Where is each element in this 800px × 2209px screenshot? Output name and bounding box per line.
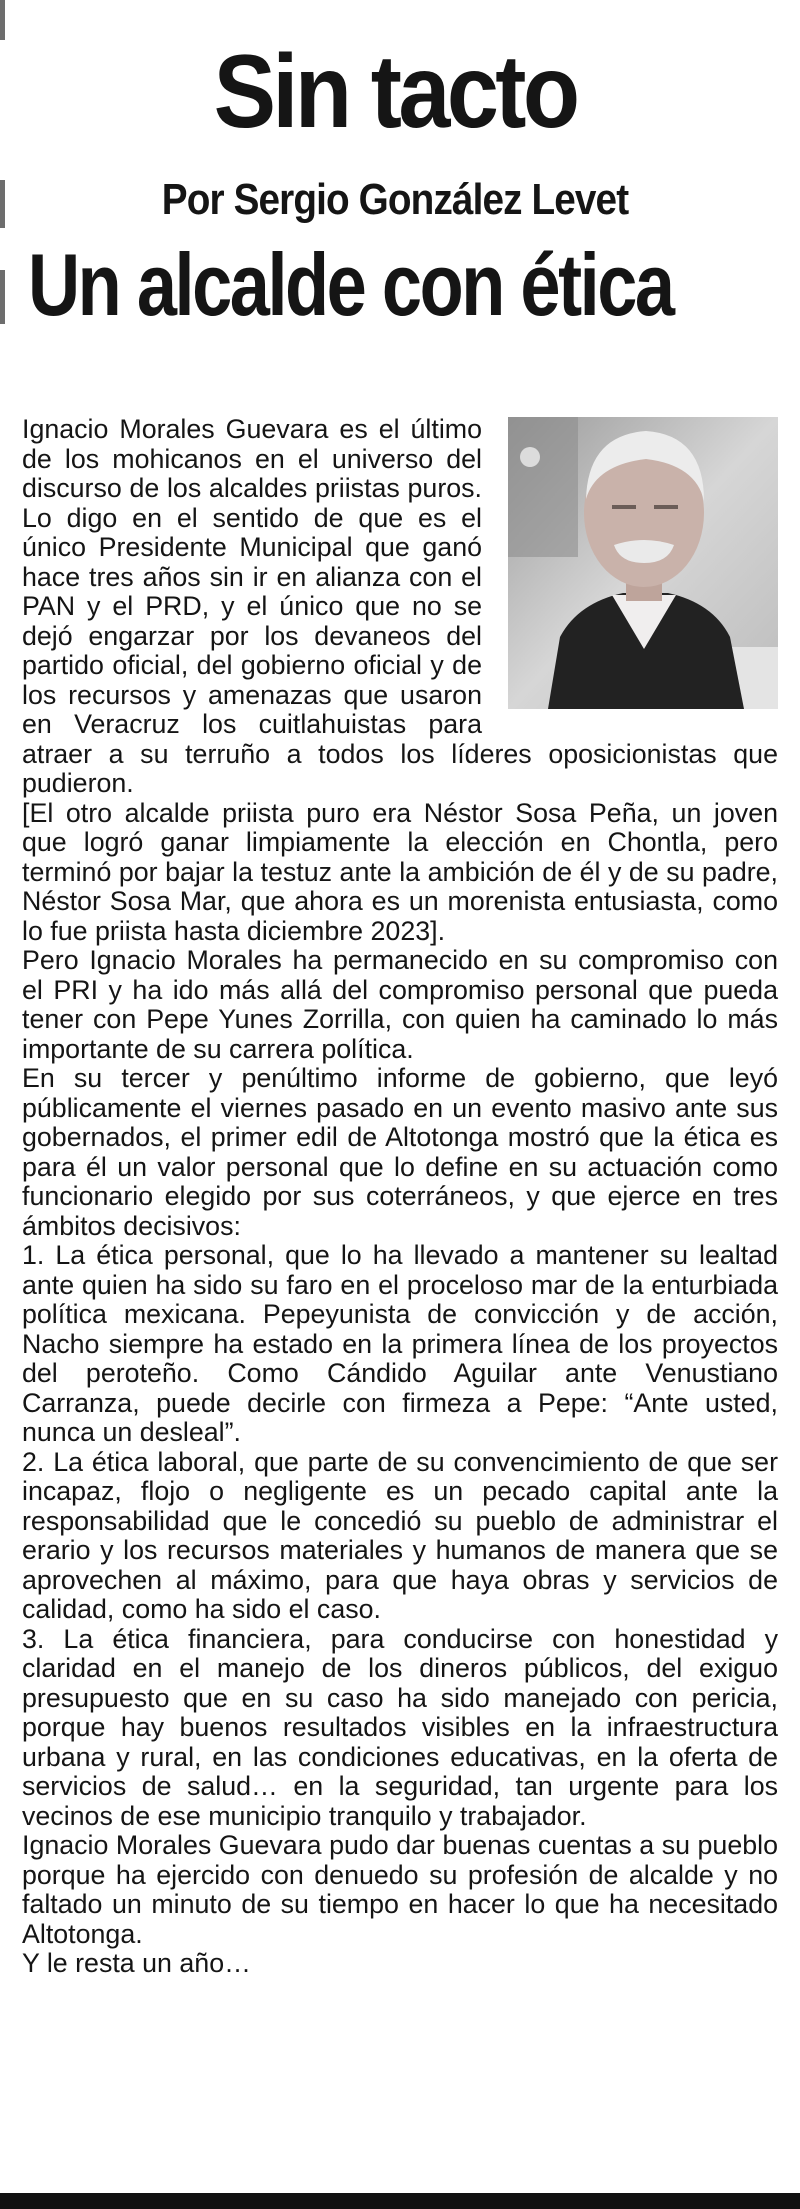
left-edge-mark (0, 0, 5, 40)
article-paragraph: Pero Ignacio Morales ha permanecido en su compromiso con el PRI y ha ido más allá del compromiso personal que pueda tener con Pepe Yunes Zorrilla, con quien ha caminado lo más importante de su carrera política. (22, 945, 778, 1064)
article-paragraph: 1. La ética personal, que lo ha llevado a mantener su lealtad ante quien ha sido su faro en el proceloso mar de la enturbiada política mexicana. Pepeyunista de convicción y de acción, Nacho siempre ha estado en la primera línea de los proyectos del peroteño. Como Cándido Aguilar ante Venustiano Carranza, puede decirle con firmeza a Pepe: “Ante usted, nunca un desleal”. (22, 1240, 778, 1447)
article-closing-line: Y le resta un año… (22, 1948, 251, 1978)
bottom-rule (0, 2193, 800, 2209)
left-edge-mark (0, 180, 5, 228)
article-paragraph: Ignacio Morales Guevara pudo dar buenas cuentas a su pueblo porque ha ejercido con denuedo su profesión de alcalde y no faltado un minuto de su tiempo en hacer lo que ha necesitado Altotonga. (22, 1830, 778, 1949)
article-paragraph: 3. La ética financiera, para conducirse con honestidad y claridad en el manejo de los dineros públicos, del exiguo presupuesto que en su caso ha sido manejado con pericia, porque hay buenos resultados visibles en la infraestructura urbana y rural, en las condiciones educativas, en la oferta de servicios de salud… en la seguridad, tan urgente para los vecinos de ese municipio tranquilo y trabajador. (22, 1623, 778, 1831)
left-edge-mark (0, 270, 5, 324)
author-byline: Por Sergio González Levet (161, 175, 629, 224)
article-paragraph: 2. La ética laboral, que parte de su convencimiento de que ser incapaz, flojo o negligente es un pecado capital ante la responsabilidad que le concedió su pueblo de administrar el erario y los recursos materiales y humanos de manera que se aprovechen al máximo, para que haya obras y servicios de calidad, como ha sido el caso. (22, 1446, 778, 1624)
author-photo (508, 417, 778, 709)
article-paragraph: En su tercer y penúltimo informe de gobierno, que leyó públicamente el viernes pasado en un evento masivo ante sus gobernados, el primer edil de Altotonga mostró que la ética es para él un valor personal que lo define en su actuación como funcionario elegido por sus coterráneos, y que ejerce en tres ámbitos decisivos: (22, 1063, 778, 1241)
column-title: Sin tacto (213, 34, 577, 150)
article-paragraph: [El otro alcalde priista puro era Néstor Sosa Peña, un joven que logró ganar limpiamente la elección en Chontla, pero terminó por bajar la testuz ante la ambición de él y de su padre, Néstor Sosa Mar, que ahora es un morenista entusiasta, como lo fue priista hasta diciembre 2023]. (22, 797, 778, 946)
article-body (22, 415, 778, 1979)
article-paragraph: Ignacio Morales Guevara es el último de los mohicanos en el universo del discurso de los alcaldes priistas puros. Lo digo en el sentido de que es el único Presidente Municipal que ganó hace tres años sin ir en alianza con el PAN y el PRD, y el único que no se dejó engarzar por los devaneos del partido oficial, del gobierno oficial y de los recursos y amenazas que usaron en Veracruz los cuitlahuistas para atraer a su terruño a todos los líderes oposicionistas que pudieron. (22, 414, 778, 798)
article-headline: Un alcalde con ética (28, 235, 673, 334)
